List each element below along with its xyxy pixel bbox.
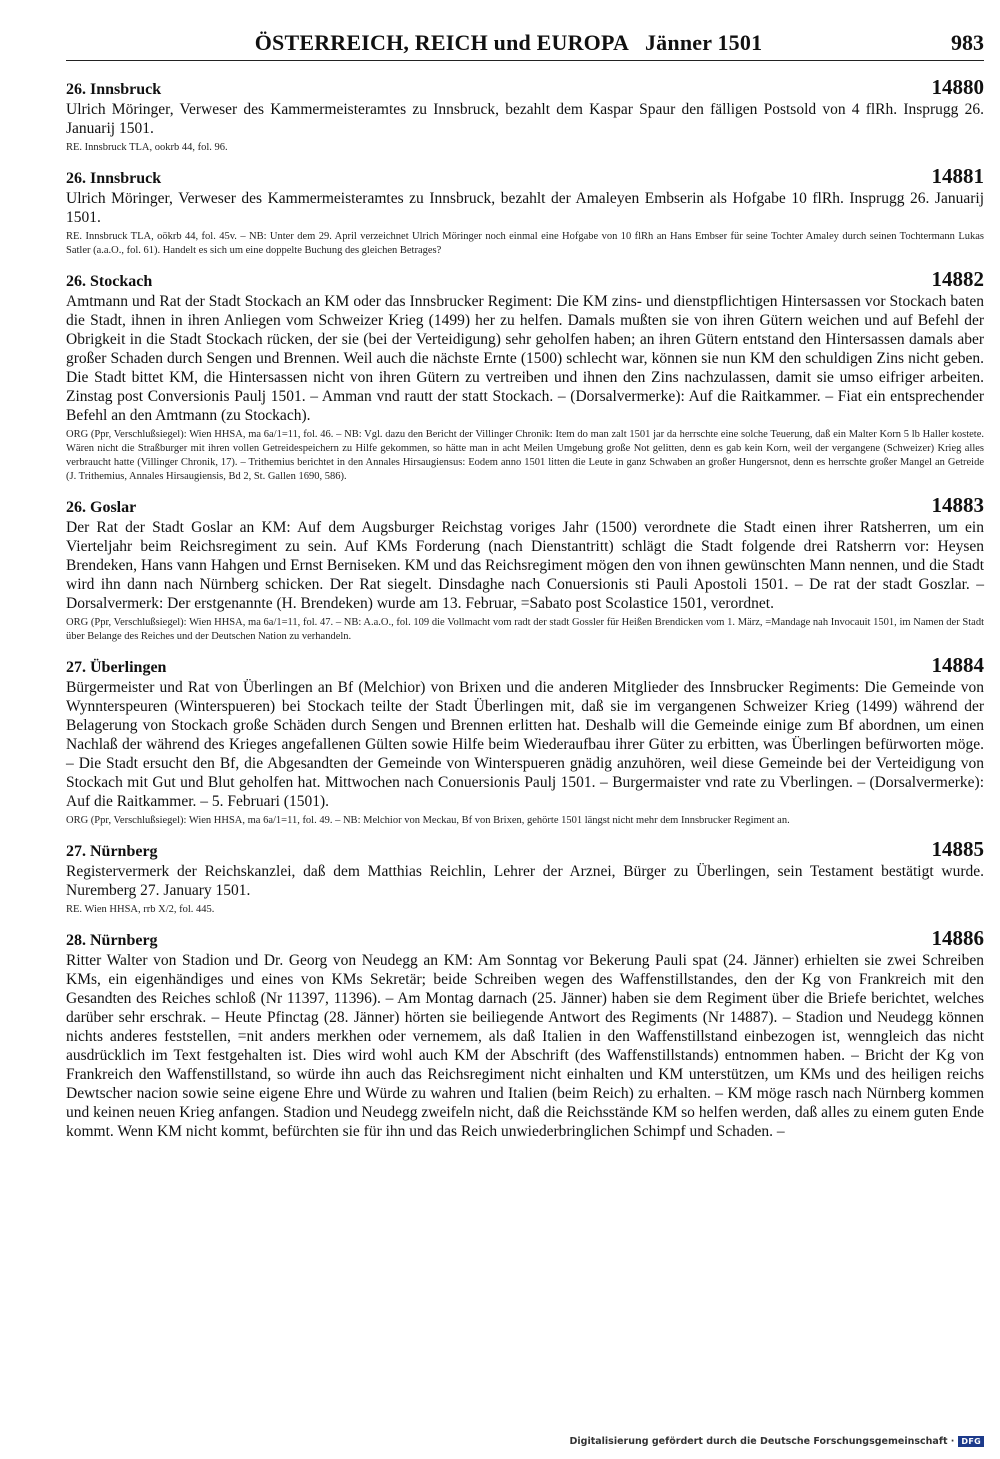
entry-number: 14882 (931, 267, 984, 291)
entry-source-note: ORG (Ppr, Verschlußsiegel): Wien HHSA, ma 6a/1=11, fol. 47. – NB: A.a.O., fol. 109 die Vollmacht vom radt der stadt Gossler für Heißen Brendicken vom 1. März, =Mandage nah Invocauit 1501, im Namen der Stadt über Belange des Reiches und der Deutschen Nation zu verhandeln. (66, 617, 984, 642)
entry-14883 (66, 493, 984, 644)
entry-number: 14880 (931, 75, 984, 99)
entry-date-place: 26. Goslar (66, 499, 137, 516)
entry-body: Ulrich Möringer, Verweser des Kammermeisteramtes zu Innsbruck, bezahlt dem Kaspar Spaur den fälligen Postsold von 4 flRh. Insprugg 26. Januarij 1501. (66, 101, 984, 137)
entry-source-note: ORG (Ppr, Verschlußsiegel): Wien HHSA, ma 6a/1=11, fol. 46. – NB: Vgl. dazu den Bericht der Villinger Chronik: Item do man zalt 1501 jar da herrschte eine solche Teuerung, daß ein Malter Korn 5 lb Haller kostete. Wären nicht die Straßburger mit ihren vollen Getreidespeichern zu Hilfe gekommen, so hätte man in acht Meilen Umgebung große Not gelitten, denn es gab kein Korn, weil der vergangene (Schweizer) Krieg alles verbraucht hatte (Villinger Chronik, 17). – Trithemius berichtet in den Annales Hirsaugiensus: Eodem anno 1501 litten die Leute in ganz Schwaben an großer Hungersnot, denn es herrschte großer Mangel an Getreide (J. Trithemius, Annales Hirsaugiensis, Bd 2, St. Gallen 1690, 586). (66, 429, 984, 482)
page-title: ÖSTERREICH, REICH und EUROPA Jänner 1501 (254, 30, 763, 55)
entry-body: Bürgermeister und Rat von Überlingen an Bf (Melchior) von Brixen und die anderen Mitglieder des Innsbrucker Regiments: Die Gemeinde von Wynnterspeuren (Winterspueren) bei Stockach teilte der Stadt Überlingen mit, daß sie im vergangenen Schweizer Krieg (1499) während der Belagerung von Stockach große Schäden durch Sengen und Brennen erlitten hat. Deshalb will die Gemeinde einige zum Bf abordnen, um einen Nachlaß der während des Krieges angefallenen Gülten sowie Hilfe beim Wiederaufbau ihrer Güter zu erbitten, was Überlingen befürworten möge. – Die Stadt ersucht den Bf, die Abgesandten der Gemeinde von Winterspueren gnädig anzuhören, weil diese Gemeinde bei der Verteidigung von Stockach mit Gut und Blut geholfen hat. Mittwochen nach Conuersionis Paulj 1501. – Burgermaister vnd rate zu Vberlingen. – (Dorsalvermerke): Auf die Raitkammer. – 5. Februari (1501). (66, 679, 984, 810)
page-number: 983 (951, 30, 984, 55)
entry-14885 (66, 837, 984, 917)
entry-body: Ulrich Möringer, Verweser des Kammermeisteramtes zu Innsbruck, bezahlt der Amaleyen Embserin als Hofgabe 10 flRh. Insprugg 26. Januarij 1501. (66, 190, 984, 226)
running-head (66, 30, 984, 61)
entry-body: Registervermerk der Reichskanzlei, daß dem Matthias Reichlin, Lehrer der Arznei, Bürger zu Überlingen, sein Testament bestätigt wurde. Nuremberg 27. January 1501. (66, 863, 984, 899)
entry-14886 (66, 926, 984, 1141)
entry-body: Ritter Walter von Stadion und Dr. Georg von Neudegg an KM: Am Sonntag vor Bekerung Pauli spat (24. Jänner) erhielten sie zwei Schreiben KMs, ein eigenhändiges und eines von KMs Sekretär; beide Schreiben wegen des Waffenstillstandes, den der Kg von Frankreich mit den Gesandten des Reiches schloß (Nr 11397, 11396). – Am Montag darnach (25. Jänner) haben sie dem Regiment über die Briefe berichtet, welches darüber sehr erschrak. – Heute Pfinctag (28. Jänner) hörten sie beiliegende Antwort des Regiments (Nr 14887). – Stadion und Neudegg können nichts anderes feststellen, =nit anders merkhen oder vernemem, als daß Italien in den Waffenstillstand einbezogen ist, wenngleich das nicht ausdrücklich im Text festgehalten ist. Dies wird wohl auch KM der Abschrift (des Waffenstillstands) entnommen haben. – Bricht der Kg von Frankreich den Waffenstillstand, so würde ihn auch das Reichsregiment nicht einhalten und KM unterstützen, um KMs und des heiligen reichs Dewtscher nacion sowie seine eigene Ehre und Würde zu wahren und Italien (beim Reich) zu erhalten. – KM möge rasch nach Nürnberg kommen und keinen neuen Krieg anfangen. Stadion und Neudegg zweifeln nicht, daß die Reichsstände KM so helfen werden, daß alles zu einem guten Ende kommt. Wenn KM nicht kommt, befürchten sie für ihn und das Reich unwiederbringlichen Schimpf und Schaden. – (66, 952, 984, 1140)
entry-number: 14886 (931, 926, 984, 950)
entry-body: Der Rat der Stadt Goslar an KM: Auf dem Augsburger Reichstag voriges Jahr (1500) verordnete die Stadt einen ihrer Ratsherren, um ein Vierteljahr beim Reichsregiment zu sein. Auf KMs Forderung (nach Dienstantritt) schlägt die Stadt folgende drei Ratsherrn vor: Heysen Brendeken, Hans vann Hahgen und Ernst Berniseken. KM und das Reichsregiment mögen den von ihnen gewünschten Mann nennen, und die Stadt wird ihn dann nach Nürnberg schicken. Der Rat siegelt. Dinsdaghe nach Conuersionis sti Pauli Apostoli 1501. – De rat der stadt Goszlar. – Dorsalvermerk: Der erstgenannte (H. Brendeken) wurde am 13. Februar, =Sabato post Scolastice 1501, verordnet. (66, 519, 984, 612)
entry-14880 (66, 75, 984, 155)
entry-date-place: 28. Nürnberg (66, 932, 158, 949)
entry-source-note: ORG (Ppr, Verschlußsiegel): Wien HHSA, ma 6a/1=11, fol. 49. – NB: Melchior von Meckau, Bf von Brixen, gehörte 1501 längst nicht mehr dem Innsbrucker Regiment an. (66, 815, 790, 826)
document-page (66, 30, 984, 1150)
entry-date-place: 27. Überlingen (66, 659, 167, 676)
entry-14882 (66, 267, 984, 484)
entry-number: 14885 (931, 837, 984, 861)
digitization-footer (570, 1436, 984, 1447)
entry-date-place: 26. Stockach (66, 273, 153, 290)
entry-number: 14884 (931, 653, 984, 677)
entry-source-note: RE. Wien HHSA, rrb X/2, fol. 445. (66, 904, 215, 915)
entry-number: 14883 (931, 493, 984, 517)
footer-credit: Digitalisierung gefördert durch die Deutsche Forschungsgemeinschaft · (569, 1436, 955, 1447)
entry-14884 (66, 653, 984, 828)
entry-date-place: 26. Innsbruck (66, 81, 162, 98)
entry-source-note: RE. Innsbruck TLA, ookrb 44, fol. 96. (66, 142, 228, 153)
entry-14881 (66, 164, 984, 258)
entry-number: 14881 (931, 164, 984, 188)
entry-date-place: 26. Innsbruck (66, 170, 162, 187)
dfg-logo-icon: DFG (958, 1436, 984, 1447)
entry-date-place: 27. Nürnberg (66, 843, 158, 860)
entry-source-note: RE. Innsbruck TLA, oökrb 44, fol. 45v. – NB: Unter dem 29. April verzeichnet Ulrich Möringer noch einmal eine Hofgabe von 10 flRh an Hans Embser für seine Tochter Amaley durch seinen Tochtermann Lukas Satler (a.a.O., fol. 61). Handelt es sich um eine doppelte Buchung des gleichen Betrages? (66, 231, 984, 256)
entry-body: Amtmann und Rat der Stadt Stockach an KM oder das Innsbrucker Regiment: Die KM zins- und dienstpflichtigen Hintersassen vor Stockach baten die Stadt, ihnen in ihren Anliegen vom Schweizer Krieg (1499) her zu helfen. Damals mußten sie von ihren Gütern weichen und auf Befehl der Obrigkeit in die Stadt Stockach rücken, der sie (bei der Verteidigung) sehr geholfen haben; an ihren Gütern entstand den Hintersassen damals aber großer Schaden durch Sengen und Brennen. Weil auch die nächste Ernte (1500) schlecht war, können sie nun KM den schuldigen Zins nicht geben. Die Stadt bittet KM, die Hintersassen nicht von ihren Gütern zu vertreiben und ihnen den Zins nachzulassen, damit sie umso eifriger arbeiten. Zinstag post Conversionis Paulj 1501. – Amman vnd rautt der statt Stockach. – (Dorsalvermerke): Auf die Raitkammer. – Fiat ein entsprechender Befehl an den Amtmann (zu Stockach). (66, 293, 984, 424)
